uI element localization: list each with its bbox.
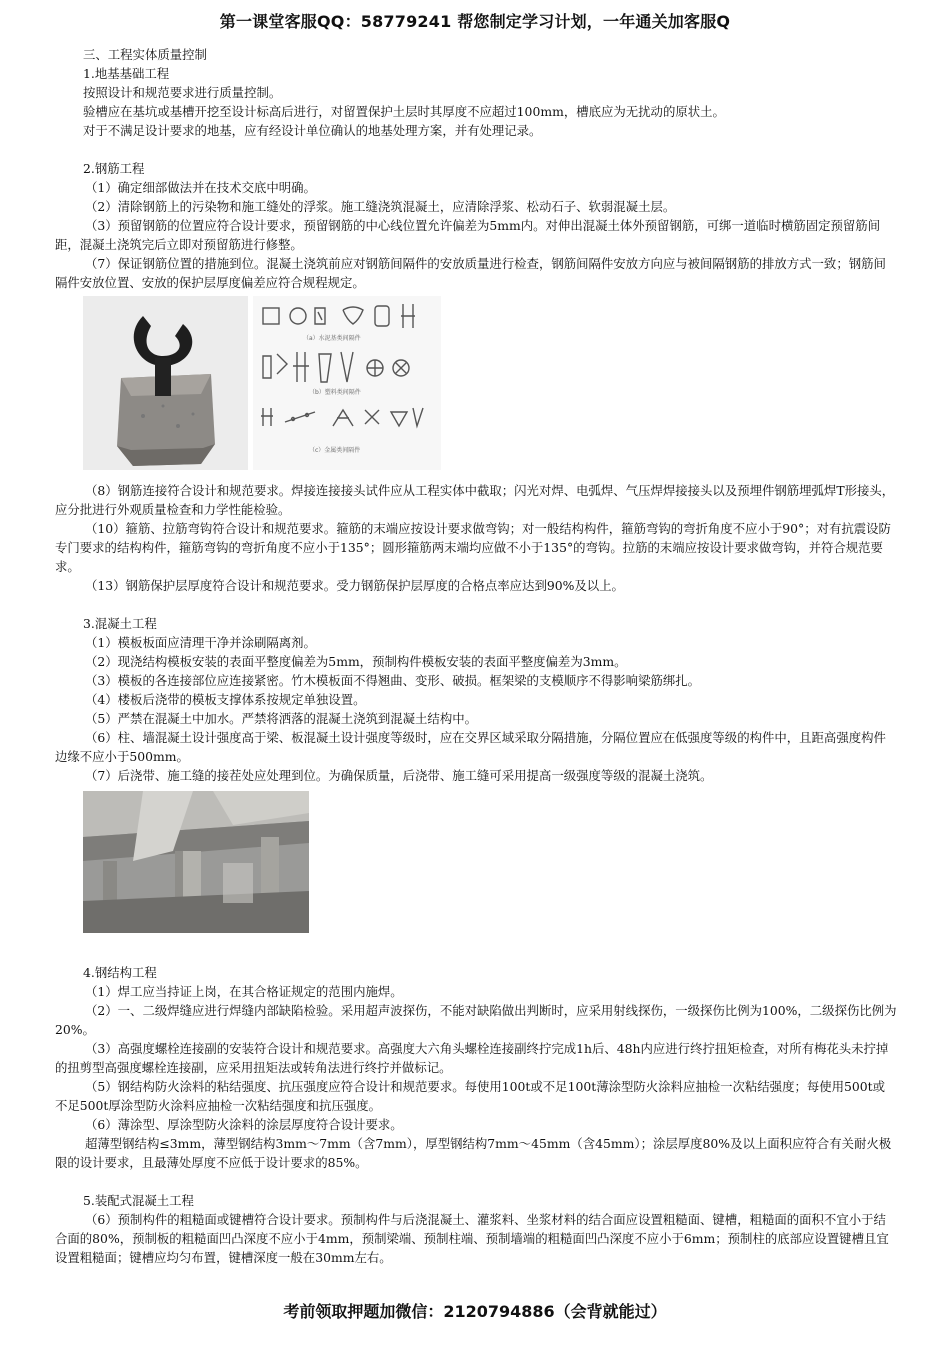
paragraph: （1）模板板面应清理干净并涂刷隔离剂。 <box>85 635 316 650</box>
concrete-spacer-photo <box>83 296 248 470</box>
paragraph: （1）焊工应当持证上岗，在其合格证规定的范围内施焊。 <box>85 984 403 999</box>
paragraph: （1）确定细部做法并在技术交底中明确。 <box>85 180 316 195</box>
page-footer: 考前领取押题加微信：2120794886（会背就能过） <box>283 1302 667 1321</box>
section-title: 三、工程实体质量控制 <box>83 47 207 62</box>
paragraph: （7）保证钢筋位置的措施到位。混凝土浇筑前应对钢筋间隔件的安放质量进行检查，钢筋间隔件安放方向应与被间隔钢筋的排放方式一致；钢筋间隔件安放位置、安放的保护层厚度偏差应符合规程规定。 <box>55 256 886 290</box>
paragraph: 验槽应在基坑或基槽开挖至设计标高后进行，对留置保护土层时其厚度不应超过100mm，槽底应为无扰动的原状土。 <box>83 104 725 119</box>
paragraph: （2）清除钢筋上的污染物和施工缝处的浮浆。施工缝浇筑混凝土，应清除浮浆、松动石子、软弱混凝土层。 <box>85 199 676 214</box>
paragraph: （6）薄涂型、厚涂型防火涂料的涂层厚度符合设计要求。 <box>85 1117 403 1132</box>
paragraph: （10）箍筋、拉筋弯钩符合设计和规范要求。箍筋的末端应按设计要求做弯钩；对一般结构构件，箍筋弯钩的弯折角度不应小于90°；对有抗震设防专门要求的结构构件，箍筋弯钩的弯折角度不应小于135°；圆形箍筋两末端均应做不小于135°的弯钩。拉筋的末端应按设计要求做弯钩，并符合规范要求。 <box>55 521 891 574</box>
paragraph: （7）后浇带、施工缝的接茬处应处理到位。为确保质量，后浇带、施工缝可采用提高一级强度等级的混凝土浇筑。 <box>85 768 713 783</box>
paragraph: （6）预制构件的粗糙面或键槽符合设计要求。预制构件与后浇混凝土、灌浆料、坐浆材料的结合面应设置粗糙面、键槽，粗糙面的面积不宜小于结合面的80%，预制板的粗糙面凹凸深度不应小于4mm，预制梁端、预制柱端、预制墙端的粗糙面凹凸深度不应小于6mm；预制柱的底部应设置键槽且宜设置粗糙面；键槽应均匀布置，键槽深度一般在30mm左右。 <box>55 1212 889 1265</box>
figure-caption-b: （b）塑料类间隔件 <box>309 389 361 396</box>
paragraph: 超薄型钢结构≤3mm，薄型钢结构3mm～7mm（含7mm），厚型钢结构7mm～45mm（含45mm）；涂层厚度80%及以上面积应符合有关耐火极限的设计要求，且最薄处厚度不应低于设计要求的85%。 <box>55 1136 892 1170</box>
heading-steel: 4.钢结构工程 <box>83 965 157 980</box>
paragraph: （2）一、二级焊缝应进行焊缝内部缺陷检验。采用超声波探伤，不能对缺陷做出判断时，应采用射线探伤，一级探伤比例为100%，二级探伤比例为20%。 <box>55 1003 897 1037</box>
paragraph: 按照设计和规范要求进行质量控制。 <box>83 85 282 100</box>
heading-prefab: 5.装配式混凝土工程 <box>83 1193 194 1208</box>
paragraph: （3）高强度螺栓连接副的安装符合设计和规范要求。高强度大六角头螺栓连接副终拧完成1h后、48h内应进行终拧扭矩检查，对所有梅花头未拧掉的扭剪型高强度螺栓连接副，应采用扭矩法或转角法进行终拧并做标记。 <box>55 1041 889 1075</box>
document-body <box>55 45 897 1267</box>
paragraph: （3）模板的各连接部位应连接紧密。竹木模板面不得翘曲、变形、破损。框架梁的支模顺序不得影响梁筋绑扎。 <box>85 673 701 688</box>
figure-caption-a: （a）水泥基类间隔件 <box>303 335 361 342</box>
paragraph: （3）预留钢筋的位置应符合设计要求，预留钢筋的中心线位置允许偏差为5mm内。对伸出混凝土体外预留钢筋，可绑一道临时横筋固定预留筋间距，混凝土浇筑完后立即对预留筋进行修整。 <box>55 218 881 252</box>
paragraph: （5）严禁在混凝土中加水。严禁将洒落的混凝土浇筑到混凝土结构中。 <box>85 711 477 726</box>
paragraph: （4）楼板后浇带的模板支撑体系按规定单独设置。 <box>85 692 366 707</box>
paragraph: （8）钢筋连接符合设计和规范要求。焊接连接接头试件应从工程实体中截取；闪光对焊、电弧焊、气压焊焊接接头以及预埋件钢筋埋弧焊T形接头，应分批进行外观质量检查和力学性能检验。 <box>55 483 895 517</box>
paragraph: （2）现浇结构模板安装的表面平整度偏差为5mm，预制构件模板安装的表面平整度偏差为3mm。 <box>85 654 627 669</box>
figure-caption-c: （c）金属类间隔件 <box>309 447 361 454</box>
heading-concrete: 3.混凝土工程 <box>83 616 157 631</box>
paragraph: 对于不满足设计要求的地基，应有经设计单位确认的地基处理方案，并有处理记录。 <box>83 123 542 138</box>
heading-rebar: 2.钢筋工程 <box>83 161 145 176</box>
paragraph: （13）钢筋保护层厚度符合设计和规范要求。受力钢筋保护层厚度的合格点率应达到90%及以上。 <box>85 578 624 593</box>
heading-foundation: 1.地基基础工程 <box>83 66 170 81</box>
spacer-types-diagram <box>253 296 441 470</box>
paragraph: （5）钢结构防火涂料的粘结强度、抗压强度应符合设计和规范要求。每使用100t或不足100t薄涂型防火涂料应抽检一次粘结强度；每使用500t或不足500t厚涂型防火涂料应抽检一次粘结强度和抗压强度。 <box>55 1079 886 1113</box>
page-header: 第一课堂客服QQ：58779241 帮您制定学习计划，一年通关加客服Q <box>219 12 731 31</box>
rebar-spacer-figure <box>83 296 897 472</box>
concrete-structure-photo <box>83 791 309 933</box>
paragraph: （6）柱、墙混凝土设计强度高于梁、板混凝土设计强度等级时，应在交界区域采取分隔措施，分隔位置应在低强度等级的构件中，且距高强度构件边缘不应小于500mm。 <box>55 730 886 764</box>
